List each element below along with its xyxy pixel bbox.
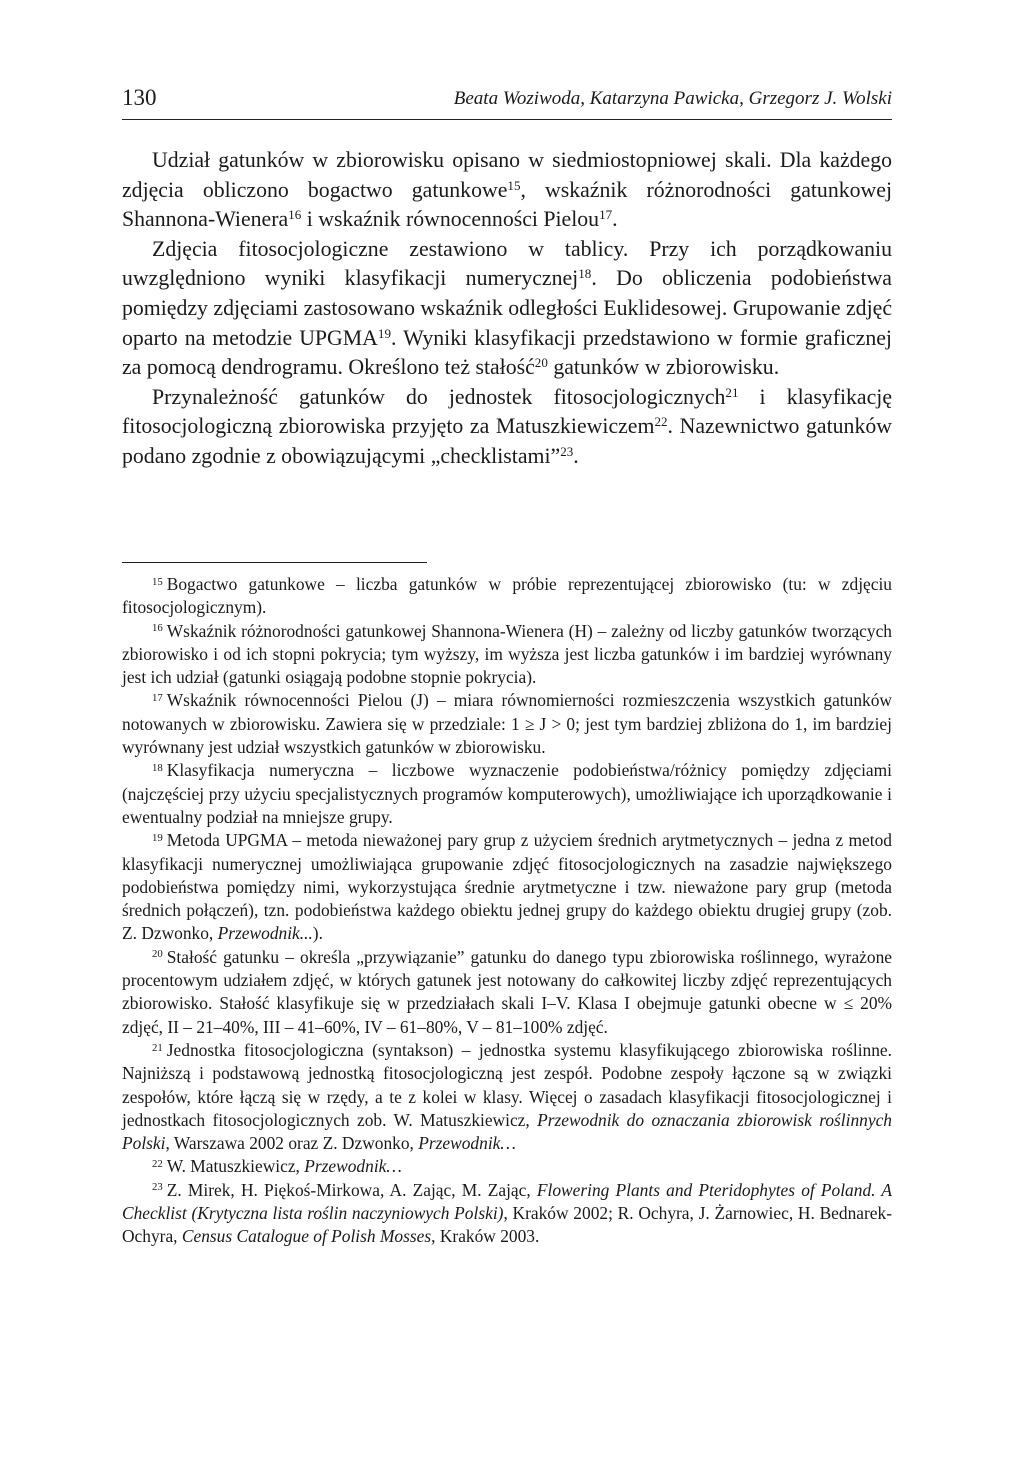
text: . [573, 443, 579, 468]
footnote-text: W. Matuszkiewicz, [166, 1156, 305, 1177]
footnote-text: Z. Mirek, H. Piękoś-Mirkowa, A. Zając, M. Zając, [166, 1179, 537, 1200]
text: i wskaźnik równocenności Pielou [301, 207, 600, 232]
footnote-text: Metoda UPGMA – metoda nieważonej pary grup z użyciem średnich arytmetycznych – jedna z metod klasyfikacji numerycznej umożliwiająca grupowanie zdjęć fitosocjologicznych na zasadzie największego podobieństwa pomiędzy nimi, wykorzystująca średnie arytmetyczne i tzw. nieważone pary grup (metoda średnich połączeń), tzn. podobieństwa każdego obiektu jednej grupy do każdego obiektu drugiej grupy (zob. Z. Dzwonko, [122, 830, 892, 944]
text: i klasyfikację fitosocjologiczną zbiorowiska przyjęto za Matuszkiewiczem [122, 384, 892, 439]
footnote-text: Bogactwo gatunkowe – liczba gatunków w próbie reprezentującej zbiorowisko (tu: w zdjęciu fitosocjologicznym). [122, 574, 892, 618]
footnote-number: 23 [152, 1181, 163, 1194]
footnote-number: 22 [152, 1158, 163, 1171]
footnote-text: Wskaźnik różnorodności gatunkowej Shannona-Wienera (H) – zależny od liczby gatunków tworzących zbiorowisko i od ich stopni pokrycia; tym wyższy, im wyższa jest liczba gatunków i im bardziej wyrównany jest ich udział (gatunki osiągają podobne stopnie pokrycia). [122, 620, 892, 688]
footnote-text: ). [312, 923, 323, 944]
text: , wskaźnik różnorodności gatunkowej Shannona-Wienera [122, 177, 893, 232]
footnote-text: Jednostka fitosocjologiczna (syntakson) – jednostka systemu klasyfikującego zbiorowiska roślinne. Najniższą i podstawową jednostką fitosocjologiczną jest zespół. Podobne zespoły łączone są w związki zespołów, które łączą się w rzędy, a te z kolei w klasy. Więcej o zasadach klasyfikacji fitosocjologicznej i jednostkach fitosocjologicznych zob. W. Matuszkiewicz, [122, 1039, 892, 1130]
footnote-19 [122, 829, 892, 945]
paragraph-2 [122, 235, 892, 383]
footnote-ref-18: 18 [578, 266, 592, 282]
footnote-number: 20 [152, 948, 163, 961]
footnote-italic-title: Przewodnik… [304, 1156, 402, 1177]
paragraph-3 [122, 383, 892, 472]
running-head-authors: Beata Woziwoda, Katarzyna Pawicka, Grzegorz J. Wolski [453, 88, 892, 109]
footnote-20 [122, 946, 892, 1039]
footnote-ref-16: 16 [288, 207, 302, 222]
footnote-ref-19: 19 [377, 325, 391, 341]
footnote-23 [122, 1179, 892, 1249]
footnote-text: , Kraków 2002; R. Ochyra, J. Żarnowiec, H. Bednarek-Ochyra, [122, 1203, 892, 1247]
text: . [612, 207, 618, 232]
text: Przynależność gatunków do jednostek fitosocjologicznych [152, 384, 726, 409]
footnote-number: 17 [152, 692, 163, 705]
footnote-18 [122, 759, 892, 829]
text: Udział gatunków w zbiorowisku opisano w siedmiostopniowej skali. Dla każdego zdjęcia obliczono bogactwo gatunkowe [122, 148, 892, 202]
page-header [122, 85, 892, 120]
footnote-text: , Warszawa 2002 oraz Z. Dzwonko, [165, 1133, 419, 1154]
footnote-text: Wskaźnik równocenności Pielou (J) – miara równomierności rozmieszczenia wszystkich gatunków notowanych w zbiorowisku. Zawiera się w przedziale: 1 ≥ J > 0; jest tym bardziej zbliżona do 1, im bardziej wyrównany jest udział wszystkich gatunków w zbiorowisku. [122, 690, 892, 758]
page-number: 130 [122, 85, 157, 110]
footnote-separator [122, 562, 427, 563]
footnote-ref-23: 23 [560, 443, 574, 459]
footnote-number: 15 [152, 575, 163, 588]
text: Zdjęcia fitosocjologiczne zestawiono w tablicy. Przy ich porządkowaniu uwzględniono wyniki klasyfikacji numerycznej [122, 236, 892, 291]
footnote-22 [122, 1155, 892, 1178]
footnote-italic-title: Przewodnik… [418, 1133, 516, 1154]
footnote-ref-22: 22 [654, 414, 668, 430]
footnote-number: 18 [152, 761, 163, 774]
text: gatunków w zbiorowisku. [547, 355, 780, 380]
footnote-16 [122, 620, 892, 690]
footnote-ref-17: 17 [599, 207, 613, 222]
footnote-text: , Kraków 2003. [431, 1226, 540, 1247]
footnotes [122, 573, 892, 1249]
footnote-italic-title: Przewodnik... [217, 923, 313, 944]
footnote-number: 21 [152, 1041, 163, 1054]
footnote-15 [122, 573, 892, 620]
footnote-ref-20: 20 [534, 354, 548, 370]
footnote-number: 19 [152, 831, 163, 844]
footnote-italic-title: Przewodnik do oznaczania zbiorowisk roślinnych Polski [122, 1109, 892, 1154]
text: . Nazewnictwo gatunków podano zgodnie z obowiązującymi „checklistami” [122, 414, 892, 468]
footnote-ref-21: 21 [725, 384, 739, 400]
footnote-17 [122, 689, 892, 759]
footnote-ref-15: 15 [507, 177, 521, 193]
paragraph-1 [122, 146, 892, 235]
text: . Do obliczenia podobieństwa pomiędzy zdjęciami zastosowano wskaźnik odległości Euklidesowej. Grupowanie zdjęć oparto na metodzie UPGMA [122, 266, 892, 350]
footnote-21 [122, 1039, 892, 1155]
footnote-text: Klasyfikacja numeryczna – liczbowe wyznaczenie podobieństwa/różnicy pomiędzy zdjęciami (najczęściej przy użyciu specjalistycznych programów komputerowych), umożliwiające ich uporządkowanie i ewentualny podział na mniejsze grupy. [122, 760, 892, 827]
footnote-text: Stałość gatunku – określa „przywiązanie” gatunku do danego typu zbiorowiska roślinnego, wyrażone procentowym udziałem zdjęć, w których gatunek jest notowany do całkowitej liczby zdjęć reprezentujących zbiorowisko. Stałość klasyfikuje się w przedziałach skali I–V. Klasa I obejmuje gatunki obecne w ≤ 20% zdjęć, II – 21–40%, III – 41–60%, IV – 61–80%, V – 81–100% zdjęć. [122, 946, 892, 1037]
footnote-italic-title: Census Catalogue of Polish Mosses [181, 1226, 432, 1247]
footnote-italic-title: Flowering Plants and Pteridophytes of Poland. A Checklist (Krytyczna lista roślin naczyniowych Polski) [122, 1179, 892, 1224]
text: . Wyniki klasyfikacji przedstawiono w formie graficznej za pomocą dendrogramu. Określono też stałość [122, 325, 892, 380]
footnote-number: 16 [152, 622, 163, 635]
main-text [122, 146, 892, 472]
